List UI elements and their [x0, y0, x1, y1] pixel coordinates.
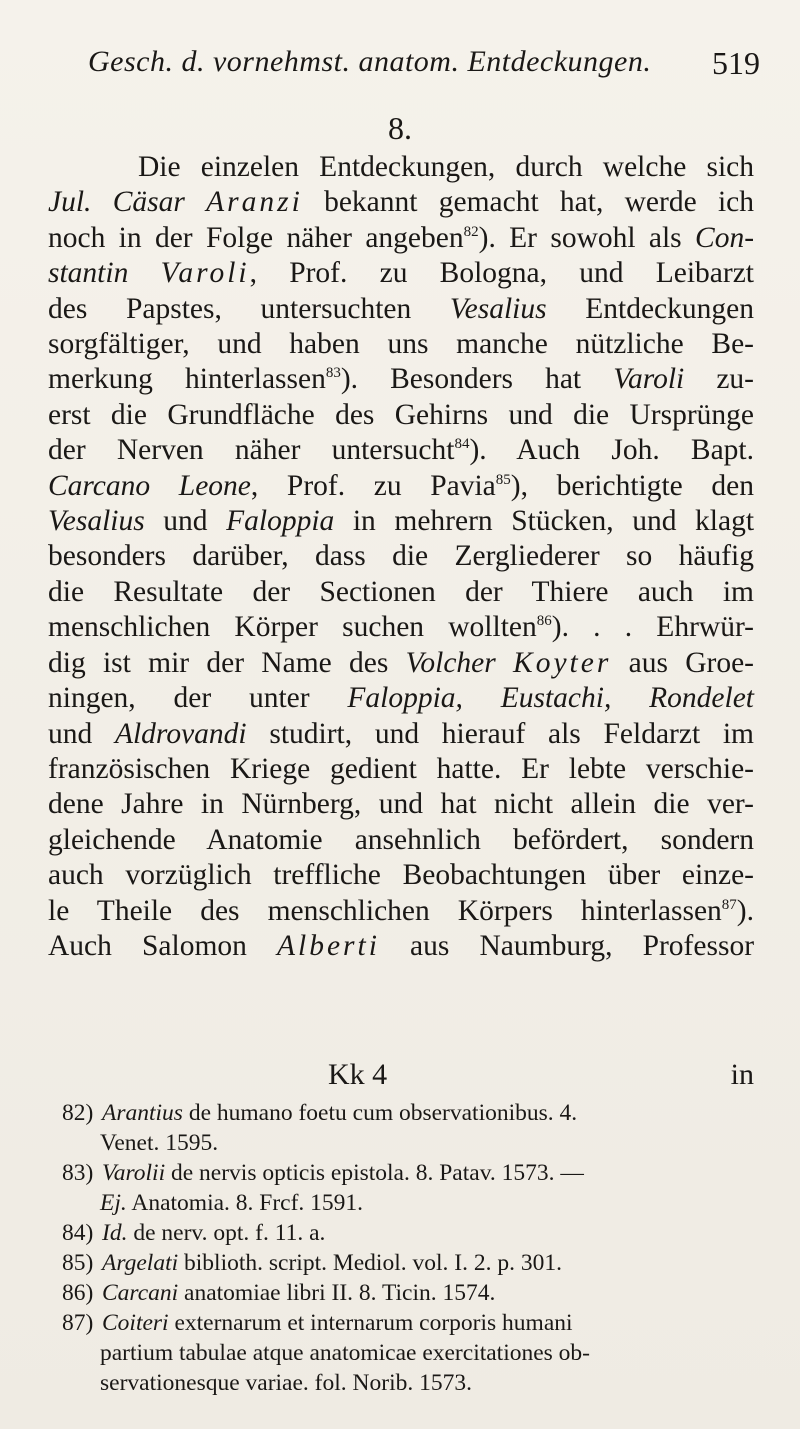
footnote: 86) Carcani anatomiae libri II. 8. Ticin. 1574. [62, 1280, 496, 1306]
footnote-ref: 82 [463, 223, 479, 240]
footnote-ref: 85 [495, 471, 511, 488]
text-line: und Aldrovandi studirt, und hierauf als Feldarzt im [48, 717, 755, 750]
text-line: dene Jahre in Nürnberg, und hat nicht allein die ver- [48, 788, 754, 821]
text-line: Vesalius und Faloppia in mehrern Stücken, und klagt [48, 505, 755, 538]
footnote: 87) Coiteri externarum et internarum corporis humani partium tabulae atque anatomicae exercitationes ob- servationesque variae. fol. Norib. 1573. [62, 1310, 591, 1396]
footnote: 84) Id. de nerv. opt. f. 11. a. [62, 1220, 326, 1246]
running-header [50, 45, 760, 85]
text-line: gleichende Anatomie ansehnlich befördert, sondern [48, 823, 754, 856]
text-line: besonders darüber, dass die Zergliederer so häufig [48, 540, 754, 573]
text-line: merkung hinterlassen$^{83}$). Besonders hat Varoli zu- [48, 363, 754, 396]
text-line: dig ist mir der Name des Volcher Koyter aus Groe- [48, 646, 755, 679]
text-line: des Papstes, untersuchten Vesalius Entdeckungen [48, 292, 754, 325]
footnote: 82) Arantius de humano foetu cum observationibus. 4. Venet. 1595. [62, 1100, 578, 1156]
text-line: der Nerven näher untersucht$^{84}$). Auch Joh. Bapt. [48, 434, 754, 467]
text-line: le Theile des menschlichen Körpers hinterlassen$^{87}$). [48, 894, 754, 927]
text-line: französischen Kriege gedient hatte. Er lebte verschie- [48, 752, 754, 785]
body-text [48, 150, 754, 964]
text-line: Auch Salomon Alberti aus Naumburg, Professor [48, 929, 755, 962]
text-line: noch in der Folge näher angeben$^{82}$). Er sowohl als Con- [48, 221, 755, 254]
text-line: Jul. Cäsar Aranzi bekannt gemacht hat, werde ich [48, 186, 755, 219]
text-line: menschlichen Körper suchen wollten$^{86}$). . . Ehrwür- [48, 611, 755, 644]
footnote-ref: 86 [536, 613, 552, 630]
footnote-ref: 84 [454, 436, 470, 453]
footnote: 85) Argelati biblioth. script. Mediol. vol. I. 2. p. 301. [62, 1250, 562, 1276]
running-title: Gesch. d. vornehmst. anatom. Entdeckungen. [88, 45, 652, 78]
text-line: stantin Varoli, Prof. zu Bologna, und Leibarzt [48, 257, 754, 290]
footnote: 83) Varolii de nervis opticis epistola. 8. Patav. 1573. — Ej. Anatomia. 8. Frcf. 1591. [62, 1160, 584, 1216]
text-line: sorgfältiger, und haben uns manche nützliche Be- [48, 328, 754, 361]
footnote-ref: 87 [721, 896, 737, 913]
page-footer [48, 1058, 754, 1094]
page-number: 519 [712, 45, 760, 81]
text-line: ningen, der unter Faloppia, Eustachi, Rondelet [48, 682, 755, 715]
footnote-ref: 83 [325, 365, 341, 382]
text-line: erst die Grundfläche des Gehirns und die Ursprünge [48, 398, 754, 431]
signature-mark: Kk 4 [328, 1058, 388, 1091]
text-line: auch vorzüglich treffliche Beobachtungen über einze- [48, 859, 754, 892]
text-line: die Resultate der Sectionen der Thiere auch im [48, 575, 754, 608]
section-number: 8. [388, 110, 412, 146]
footnotes [62, 1098, 752, 1398]
text-line: Carcano Leone, Prof. zu Pavia$^{85}$), berichtigte den [48, 469, 755, 502]
catchword: in [730, 1058, 754, 1091]
text-line: Die einzelen Entdeckungen, durch welche sich [138, 151, 754, 183]
